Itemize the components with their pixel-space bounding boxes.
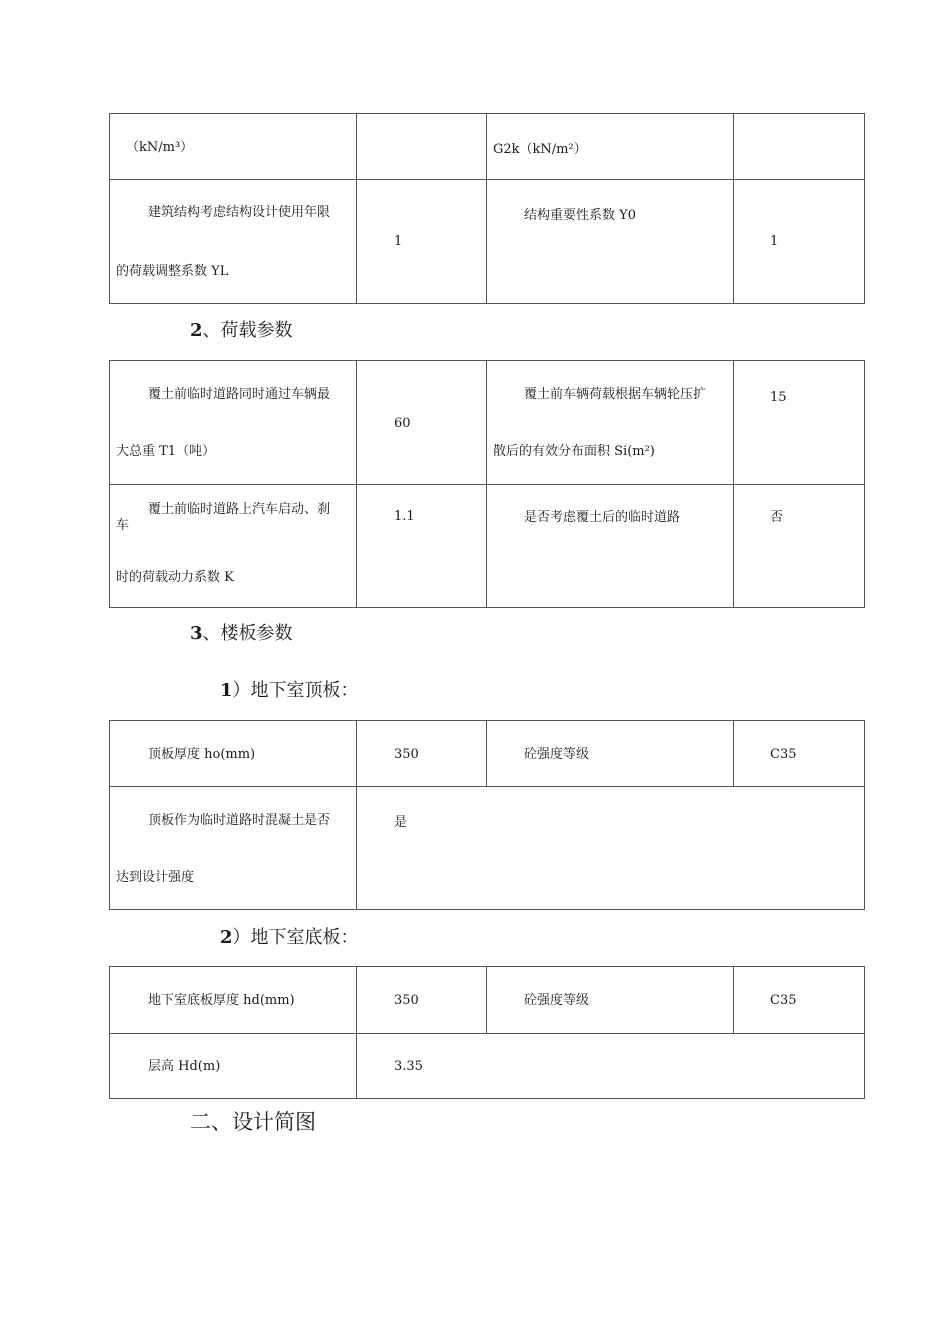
cell-text: 顶板厚度 ho(mm) bbox=[148, 747, 256, 762]
cell-value: 3.35 bbox=[394, 1059, 423, 1074]
cell-text: 顶板作为临时道路时混凝土是否 bbox=[148, 813, 331, 828]
table-cell bbox=[734, 361, 865, 485]
cell-text: 时的荷载动力系数 K bbox=[116, 570, 234, 585]
cell-text: 覆土前车辆荷载根据车辆轮压扩 bbox=[524, 387, 707, 402]
heading-basement-roof bbox=[220, 680, 359, 702]
cell-value: 否 bbox=[770, 510, 784, 525]
cell-text: 地下室底板厚度 hd(mm) bbox=[148, 993, 295, 1008]
cell-text: 砼强度等级 bbox=[524, 747, 590, 762]
table-cell bbox=[110, 485, 357, 608]
cell-value: 1.1 bbox=[394, 509, 415, 524]
table-cell bbox=[487, 114, 734, 180]
heading-number: 3 bbox=[190, 623, 203, 644]
heading-text: ）地下室顶板： bbox=[232, 680, 359, 701]
heading-text: 、楼板参数 bbox=[202, 623, 293, 644]
section-design-diagram: 二、设计简图 bbox=[190, 1110, 316, 1134]
table-cell bbox=[487, 967, 734, 1034]
cell-text: 散后的有效分布面积 Si(m²) bbox=[493, 444, 655, 459]
table-cell bbox=[357, 485, 487, 608]
table-load-params bbox=[109, 360, 865, 608]
table-cell bbox=[110, 967, 357, 1034]
cell-value: 350 bbox=[394, 747, 419, 762]
heading-text: 、荷载参数 bbox=[202, 320, 293, 341]
cell-value: C35 bbox=[770, 747, 797, 762]
table-cell bbox=[357, 721, 487, 787]
table-cell bbox=[357, 967, 487, 1034]
cell-text: 大总重 T1（吨） bbox=[116, 444, 216, 459]
heading-number: 2 bbox=[220, 927, 233, 948]
cell-text: 砼强度等级 bbox=[524, 993, 590, 1008]
cell-text: 层高 Hd(m) bbox=[148, 1059, 221, 1074]
table-soil-params bbox=[109, 113, 865, 304]
table-cell bbox=[487, 180, 734, 304]
heading-number: 2 bbox=[190, 320, 203, 341]
table-cell bbox=[357, 180, 487, 304]
heading-number: 1 bbox=[220, 680, 233, 701]
table-cell bbox=[357, 1034, 865, 1099]
table-cell bbox=[487, 361, 734, 485]
cell-text: 建筑结构考虑结构设计使用年限 bbox=[148, 205, 331, 220]
table-cell bbox=[110, 721, 357, 787]
table-cell bbox=[110, 787, 357, 910]
table-cell bbox=[110, 1034, 357, 1099]
cell-text: 是否考虑覆土后的临时道路 bbox=[524, 510, 681, 525]
cell-text: （kN/m³） bbox=[126, 140, 194, 155]
heading-text: ）地下室底板： bbox=[232, 927, 359, 948]
cell-value: 15 bbox=[770, 390, 787, 405]
table-cell bbox=[734, 721, 865, 787]
cell-value: 60 bbox=[394, 416, 411, 431]
table-cell bbox=[357, 361, 487, 485]
table-roof-slab bbox=[109, 720, 865, 910]
table-cell bbox=[487, 485, 734, 608]
table-cell bbox=[734, 114, 865, 180]
cell-value: C35 bbox=[770, 993, 797, 1008]
cell-text: 车 bbox=[116, 518, 130, 533]
table-cell bbox=[110, 361, 357, 485]
table-cell bbox=[734, 967, 865, 1034]
heading-basement-floor bbox=[220, 927, 359, 949]
cell-value: 是 bbox=[394, 815, 408, 830]
cell-text: 达到设计强度 bbox=[116, 870, 195, 885]
cell-value: 350 bbox=[394, 993, 419, 1008]
cell-text: G2k（kN/m²） bbox=[493, 142, 587, 157]
table-cell bbox=[487, 721, 734, 787]
heading-load-params bbox=[190, 320, 293, 342]
table-cell bbox=[110, 114, 357, 180]
cell-value: 1 bbox=[394, 234, 403, 249]
table-cell bbox=[734, 485, 865, 608]
table-cell bbox=[110, 180, 357, 304]
cell-text: 的荷载调整系数 YL bbox=[116, 264, 229, 279]
cell-text: 覆土前临时道路上汽车启动、刹 bbox=[148, 502, 331, 517]
cell-text: 覆土前临时道路同时通过车辆最 bbox=[148, 387, 331, 402]
cell-value: 1 bbox=[770, 234, 779, 249]
table-cell bbox=[734, 180, 865, 304]
cell-text: 结构重要性系数 Y0 bbox=[524, 208, 636, 223]
heading-slab-params bbox=[190, 623, 293, 645]
table-cell bbox=[357, 114, 487, 180]
table-floor-slab bbox=[109, 966, 865, 1099]
table-cell bbox=[357, 787, 865, 910]
